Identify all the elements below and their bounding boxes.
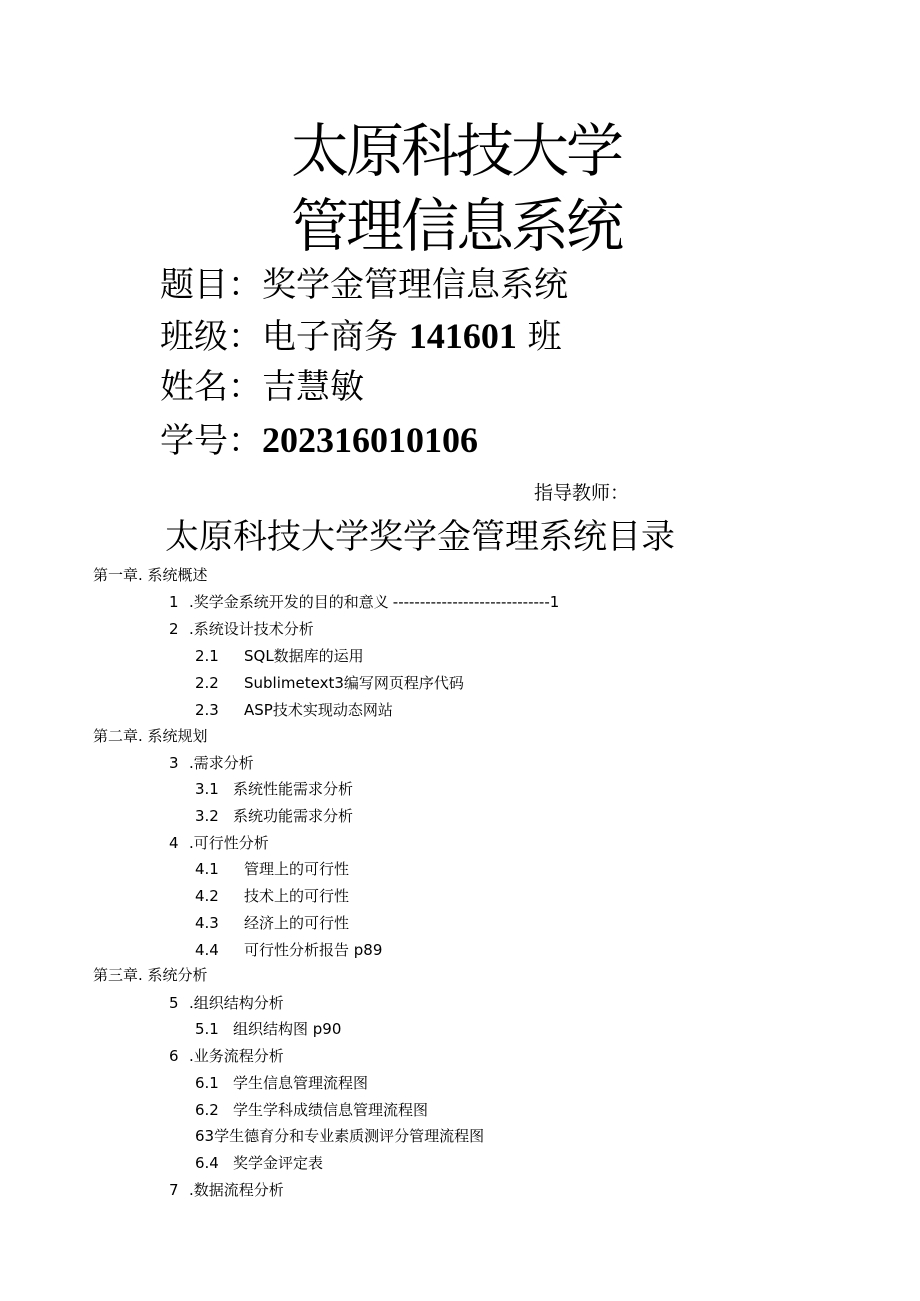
toc-num: 3.2 — [195, 807, 219, 825]
toc-text: ASP技术实现动态网站 — [244, 701, 393, 719]
toc-text: 63学生德育分和专业素质测评分管理流程图 — [195, 1127, 485, 1145]
toc-num: 2.1 — [195, 647, 219, 665]
class-label: 班级： — [160, 317, 262, 357]
toc-chapter-3: 第三章. 系统分析 — [93, 966, 208, 984]
toc-num: 4.4 — [195, 941, 219, 959]
toc-text: 经济上的可行性 — [244, 914, 350, 932]
class-value-prefix: 电子商务 — [262, 317, 398, 357]
toc-text: .奖学金系统开发的目的和意义 — [189, 593, 389, 611]
university-title: 太原科技大学 — [291, 117, 622, 185]
toc-sub-3-2 — [195, 809, 353, 824]
name-row — [160, 367, 364, 407]
toc-text: 可行性分析报告 p89 — [244, 941, 383, 959]
toc-text: .组织结构分析 — [189, 994, 284, 1012]
name-label: 姓名： — [160, 367, 262, 407]
toc-num: 4 — [169, 834, 179, 852]
course-title: 管理信息系统 — [291, 192, 622, 260]
toc-num: 4.1 — [195, 860, 219, 878]
name-value: 吉慧敏 — [262, 367, 364, 407]
toc-num: 6 — [169, 1047, 179, 1065]
toc-sub-2-2 — [195, 676, 464, 691]
toc-sub-4-3 — [195, 916, 349, 931]
class-value-number: 141601 — [408, 316, 517, 356]
toc-section-4 — [169, 836, 269, 851]
toc-section-5 — [169, 996, 284, 1011]
class-row — [160, 316, 562, 357]
toc-title: 太原科技大学奖学金管理系统目录 — [165, 517, 675, 557]
topic-label: 题目： — [160, 265, 262, 305]
toc-text: 学生学科成绩信息管理流程图 — [233, 1101, 429, 1119]
toc-sub-5-1 — [195, 1022, 341, 1037]
toc-text: 奖学金评定表 — [233, 1154, 324, 1172]
toc-num: 2.3 — [195, 701, 219, 719]
student-id-value: 202316010106 — [262, 420, 478, 460]
toc-num: 5 — [169, 994, 179, 1012]
toc-sub-6-1 — [195, 1076, 368, 1091]
toc-text: SQL数据库的运用 — [244, 647, 364, 665]
toc-num: 1 — [169, 593, 179, 611]
toc-num: 2.2 — [195, 674, 219, 692]
toc-sub-6-2 — [195, 1103, 428, 1118]
toc-num: 6.2 — [195, 1101, 219, 1119]
toc-section-2 — [169, 622, 314, 637]
toc-text: 系统性能需求分析 — [233, 780, 354, 798]
toc-num: 6.4 — [195, 1154, 219, 1172]
toc-num: 6.1 — [195, 1074, 219, 1092]
toc-sub-2-3 — [195, 703, 393, 718]
toc-text: 技术上的可行性 — [244, 887, 350, 905]
student-id-label: 学号： — [160, 421, 262, 461]
toc-num: 7 — [169, 1181, 179, 1199]
toc-text: .可行性分析 — [189, 834, 269, 852]
toc-num: 5.1 — [195, 1020, 219, 1038]
toc-num: 2 — [169, 620, 179, 638]
toc-leader: ----------------------------- — [392, 593, 550, 611]
student-id-row — [160, 420, 478, 461]
toc-text: Sublimetext3编写网页程序代码 — [244, 674, 464, 692]
toc-sub-6-4 — [195, 1156, 323, 1171]
toc-num: 3.1 — [195, 780, 219, 798]
toc-sub-4-2 — [195, 889, 349, 904]
toc-text: 系统功能需求分析 — [233, 807, 354, 825]
toc-text: .业务流程分析 — [189, 1047, 284, 1065]
toc-text: 管理上的可行性 — [244, 860, 350, 878]
class-value-suffix: 班 — [527, 317, 562, 357]
advisor-label: 指导教师： — [534, 482, 630, 504]
toc-text: .数据流程分析 — [189, 1181, 284, 1199]
toc-text: 学生信息管理流程图 — [233, 1074, 369, 1092]
toc-text: .系统设计技术分析 — [189, 620, 314, 638]
toc-num: 4.3 — [195, 914, 219, 932]
toc-section-1 — [169, 595, 559, 610]
toc-num: 3 — [169, 754, 179, 772]
toc-sub-4-4 — [195, 943, 382, 958]
toc-section-3 — [169, 756, 254, 771]
toc-sub-3-1 — [195, 782, 353, 797]
toc-sub-6-3 — [195, 1129, 484, 1144]
toc-sub-2-1 — [195, 649, 364, 664]
topic-value: 奖学金管理信息系统 — [262, 265, 568, 305]
toc-text: 组织结构图 p90 — [233, 1020, 342, 1038]
toc-section-7 — [169, 1183, 284, 1198]
toc-text: .需求分析 — [189, 754, 254, 772]
topic-row — [160, 265, 568, 305]
toc-chapter-2: 第二章. 系统规划 — [93, 727, 208, 745]
toc-section-6 — [169, 1049, 284, 1064]
toc-num: 4.2 — [195, 887, 219, 905]
toc-page: 1 — [549, 593, 560, 611]
toc-chapter-1: 第一章. 系统概述 — [93, 566, 208, 584]
toc-sub-4-1 — [195, 862, 349, 877]
